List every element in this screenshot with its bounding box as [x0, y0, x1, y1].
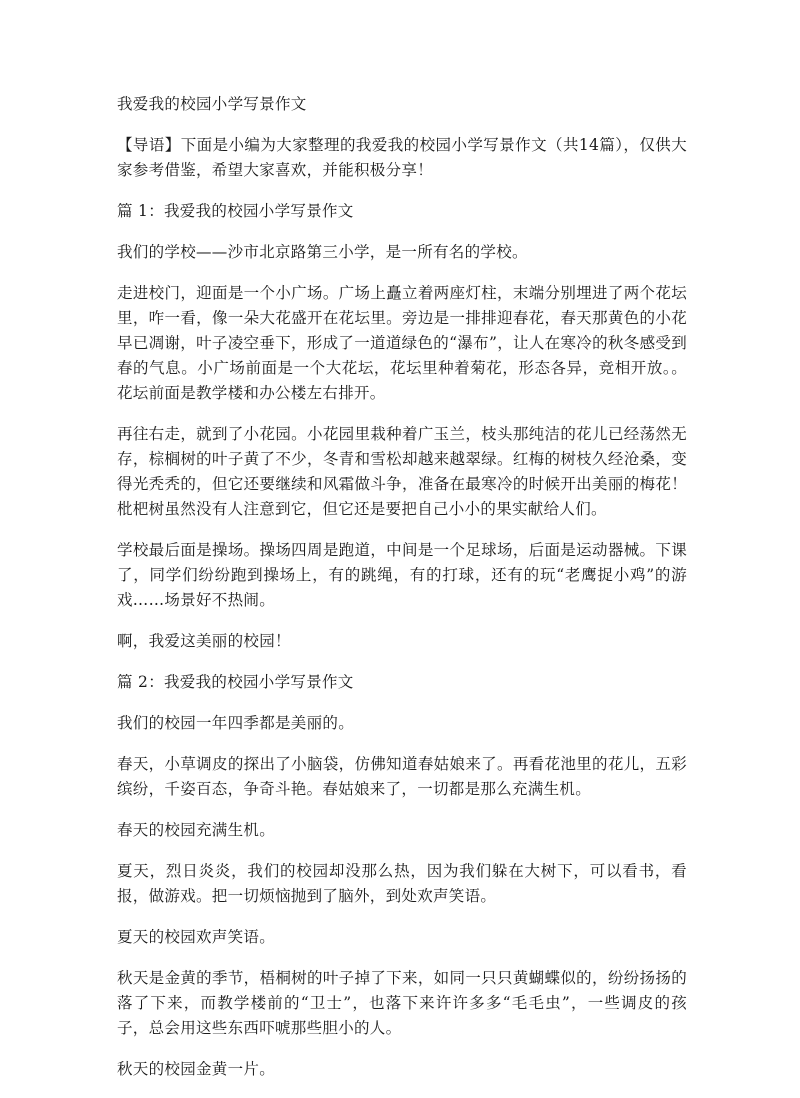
paragraph: 我们的学校——沙市北京路第三小学，是一所有名的学校。 — [117, 243, 528, 261]
document-title: 我爱我的校园小学写景作文 — [117, 95, 307, 113]
paragraph: 秋天的校园金黄一片。 — [117, 1060, 276, 1078]
paragraph: 秋天是金黄的季节，梧桐树的叶子掉了下来，如同一只只黄蝴蝶似的，纷纷扬扬的落了下来，而教学楼前的“卫士”，也落下来许许多多“毛毛虫”，一些调皮的孩子，总会用这些东西吓唬那些胆小的人。 — [117, 969, 687, 1037]
paragraph: 再往右走，就到了小花园。小花园里栽种着广玉兰，枝头那纯洁的花儿已经荡然无存，棕榈树的叶子黄了不少，冬青和雪松却越来越翠绿。红梅的树枝久经沧桑，变得光秃秃的，但它还要继续和风霜做斗争，准备在最寒冷的时候开出美丽的梅花！枇杷树虽然没有人注意到它，但它还是要把自己小小的果实献给人们。 — [117, 425, 687, 518]
section-heading-2: 篇 2：我爱我的校园小学写景作文 — [117, 673, 354, 691]
paragraph: 我们的校园一年四季都是美丽的。 — [117, 714, 355, 732]
paragraph: 春天的校园充满生机。 — [117, 821, 276, 839]
paragraph: 学校最后面是操场。操场四周是跑道，中间是一个足球场，后面是运动器械。下课了，同学们纷纷跑到操场上，有的跳绳，有的打球，还有的玩“老鹰捉小鸡”的游戏……场景好不热闹。 — [117, 541, 687, 609]
intro-paragraph: 【导语】下面是小编为大家整理的我爱我的校园小学写景作文（共14篇），仅供大家参考借鉴，希望大家喜欢，并能积极分享！ — [117, 136, 687, 179]
paragraph: 夏天的校园欢声笑语。 — [117, 928, 276, 946]
paragraph: 啊，我爱这美丽的校园！ — [117, 632, 291, 650]
section-heading-1: 篇 1：我爱我的校园小学写景作文 — [117, 202, 354, 220]
paragraph: 春天，小草调皮的探出了小脑袋，仿佛知道春姑娘来了。再看花池里的花儿，五彩缤纷，千姿百态，争奇斗艳。春姑娘来了，一切都是那么充满生机。 — [117, 755, 687, 798]
paragraph: 夏天，烈日炎炎，我们的校园却没那么热，因为我们躲在大树下，可以看书，看报，做游戏。把一切烦恼抛到了脑外，到处欢声笑语。 — [117, 862, 687, 905]
paragraph: 走进校门，迎面是一个小广场。广场上矗立着两座灯柱，末端分别埋进了两个花坛里，咋一看，像一朵大花盛开在花坛里。旁边是一排排迎春花，春天那黄色的小花早已凋谢，叶子凌空垂下，形成了一道道绿色的“瀑布”，让人在寒冷的秋冬感受到春的气息。小广场前面是一个大花坛，花坛里种着菊花，形态各异，竞相开放。。花坛前面是教学楼和办公楼左右排开。 — [117, 284, 687, 402]
document-page — [117, 92, 687, 1098]
